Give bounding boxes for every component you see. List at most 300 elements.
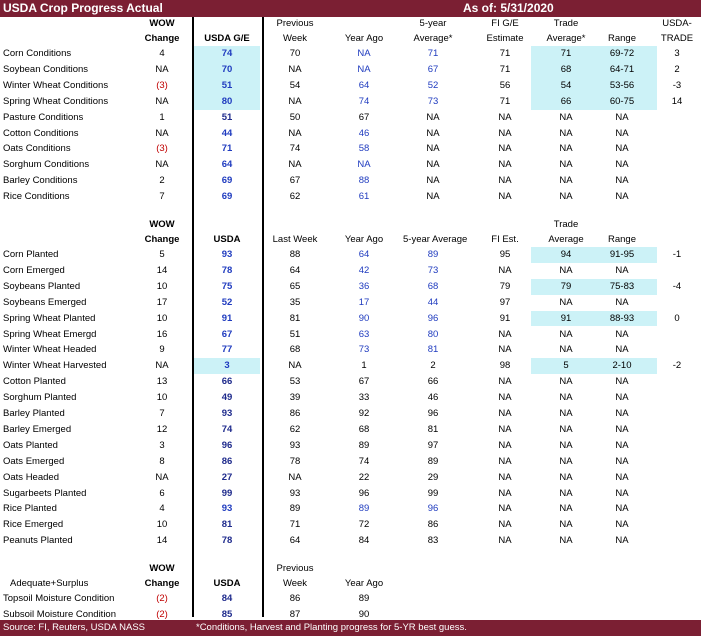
cell-fi: 95	[499, 249, 511, 260]
usda-column-right-border	[262, 17, 264, 617]
cell-prev: 67	[289, 175, 301, 187]
cell-fi: NA	[498, 111, 512, 123]
cell-fi: 91	[499, 312, 511, 324]
cell-yago: 67	[358, 376, 370, 388]
cell-yago: 67	[358, 111, 370, 123]
cell-fi: 71	[499, 63, 511, 75]
cell-yago: 64	[358, 249, 370, 260]
row-label: Cotton Planted	[3, 376, 66, 388]
cell-trade: 54	[560, 79, 572, 91]
cell-yago: 89	[358, 593, 370, 604]
cell-ut	[647, 502, 701, 516]
section1-header-ut-line1: USDA-	[662, 18, 692, 29]
cell-range: NA	[615, 296, 629, 308]
cell-usda: 99	[221, 487, 233, 499]
cell-prev: NA	[288, 159, 302, 171]
section2-header-yago-line1	[334, 218, 394, 232]
cell-yago: 61	[358, 191, 370, 203]
cell-range: NA	[615, 111, 629, 123]
cell-yago: 68	[358, 423, 370, 435]
cell-usda: 96	[221, 439, 233, 451]
cell-avg: NA	[426, 111, 440, 123]
cell-ut: -3	[672, 79, 682, 91]
cell-wow: 14	[156, 264, 168, 276]
cell-trade: NA	[559, 191, 573, 203]
cell-wow: (2)	[156, 608, 168, 620]
cell-prev: 70	[289, 48, 301, 59]
cell-ut: 3	[674, 48, 680, 59]
section3-header-yago-line2: Year Ago	[344, 578, 384, 589]
cell-prev: 81	[289, 312, 301, 324]
cell-fi: 98	[499, 360, 511, 372]
cell-range: NA	[615, 175, 629, 187]
cell-prev: 51	[289, 328, 301, 340]
section1-header-range-line1	[592, 17, 652, 31]
cell-usda: 44	[221, 127, 233, 139]
cell-wow: 7	[159, 191, 165, 203]
section1-header-prev-line1: Previous	[276, 18, 314, 29]
section3-header-wow-line1: WOW	[149, 563, 175, 574]
section2-header-trade-line1: Trade	[553, 219, 579, 230]
cell-prev: 86	[289, 408, 301, 419]
section1-header-range-line2: Range	[608, 33, 636, 44]
cell-wow: 1	[159, 111, 165, 123]
section2-header-usda-line1	[197, 218, 257, 232]
cell-yago: 89	[358, 503, 370, 515]
cell-yago: 74	[358, 455, 370, 467]
cell-prev: 68	[289, 344, 301, 356]
cell-avg: 2	[430, 360, 436, 372]
cell-fi: NA	[498, 471, 512, 483]
cell-wow: NA	[155, 360, 169, 372]
cell-trade: NA	[559, 471, 573, 483]
cell-ut	[647, 487, 701, 501]
cell-fi: NA	[498, 535, 512, 547]
cell-yago: NA	[357, 63, 371, 75]
cell-avg: 46	[427, 392, 439, 404]
cell-avg: 89	[427, 455, 439, 467]
cell-trade: NA	[559, 408, 573, 419]
cell-avg: 86	[427, 519, 439, 531]
cell-prev: 64	[289, 535, 301, 547]
section1-header-ut-line2: TRADE	[660, 33, 694, 44]
cell-avg: 83	[427, 535, 439, 547]
row-label: Peanuts Planted	[3, 535, 73, 547]
row-label: Corn Conditions	[3, 48, 72, 59]
cell-wow: 5	[159, 249, 165, 260]
cell-avg: NA	[426, 127, 440, 139]
cell-trade: NA	[559, 503, 573, 515]
row-label: Rice Conditions	[3, 191, 70, 203]
cell-yago: 96	[358, 487, 370, 499]
cell-range: NA	[615, 264, 629, 276]
cell-prev: 54	[289, 79, 301, 91]
cell-wow: 2	[159, 175, 165, 187]
cell-ut: -4	[672, 280, 682, 292]
cell-avg: 81	[427, 423, 439, 435]
section1-header-avg-line1: 5-year	[419, 18, 447, 29]
cell-fi: 71	[499, 95, 511, 107]
cell-wow: (2)	[156, 593, 168, 604]
row-label: Barley Emerged	[3, 423, 72, 435]
section2-header-range-line2: Range	[608, 234, 636, 245]
cell-fi: NA	[498, 159, 512, 171]
cell-prev: NA	[288, 95, 302, 107]
cell-prev: 86	[289, 593, 301, 604]
cell-wow: 14	[156, 535, 168, 547]
cell-avg: NA	[426, 143, 440, 155]
cell-fi: 71	[499, 48, 511, 59]
cell-trade: NA	[559, 328, 573, 340]
section3-header-usda-line2: USDA	[213, 578, 241, 589]
cell-trade: NA	[559, 111, 573, 123]
row-label: Sorghum Planted	[3, 392, 77, 404]
cell-usda: 52	[221, 296, 233, 308]
row-label: Cotton Conditions	[3, 127, 79, 139]
cell-prev: 50	[289, 111, 301, 123]
row-label: Rice Emerged	[3, 519, 64, 531]
cell-wow: 8	[159, 455, 165, 467]
cell-yago: 88	[358, 175, 370, 187]
cell-range: NA	[615, 471, 629, 483]
cell-ut: 0	[674, 312, 680, 324]
cell-usda: 93	[221, 408, 233, 419]
cell-yago: 73	[358, 344, 370, 356]
cell-range: NA	[615, 408, 629, 419]
cell-usda: 77	[221, 344, 233, 356]
cell-wow: 4	[159, 48, 165, 59]
cell-range: NA	[615, 159, 629, 171]
section1-header-yago-line1	[334, 17, 394, 31]
cell-usda: 66	[221, 376, 233, 388]
cell-prev: 39	[289, 392, 301, 404]
cell-wow: 16	[156, 328, 168, 340]
cell-ut	[647, 190, 701, 204]
section3-header-yago-line1	[334, 562, 394, 576]
cell-usda: 80	[221, 95, 233, 107]
cell-usda: 93	[221, 503, 233, 515]
cell-yago: 63	[358, 328, 370, 340]
cell-range: NA	[615, 328, 629, 340]
cell-prev: 62	[289, 191, 301, 203]
footer-banner	[0, 620, 701, 636]
cell-ut	[647, 142, 701, 156]
cell-prev: NA	[288, 360, 302, 372]
row-label: Winter Wheat Harvested	[3, 360, 107, 372]
cell-range: NA	[615, 191, 629, 203]
cell-usda: 51	[221, 79, 233, 91]
cell-fi: NA	[498, 455, 512, 467]
footer-note: *Conditions, Harvest and Planting progress for 5-YR best guess.	[196, 622, 467, 633]
section1-header-trade-line2: Average*	[546, 33, 586, 44]
cell-fi: NA	[498, 503, 512, 515]
cell-trade: NA	[559, 392, 573, 404]
cell-avg: 81	[427, 344, 439, 356]
cell-usda: 74	[221, 423, 233, 435]
cell-range: 64-71	[609, 63, 635, 75]
cell-prev: 93	[289, 439, 301, 451]
section2-header-wow-line2: Change	[144, 234, 180, 245]
cell-ut	[647, 518, 701, 532]
cell-avg: 96	[427, 312, 439, 324]
cell-range: NA	[615, 423, 629, 435]
section2-header-prev-line1	[265, 218, 325, 232]
cell-fi: NA	[498, 408, 512, 419]
cell-wow: (3)	[156, 79, 168, 91]
cell-yago: 84	[358, 535, 370, 547]
cell-avg: 89	[427, 249, 439, 260]
section3-group-label: Adequate+Surplus	[10, 578, 89, 589]
cell-wow: (3)	[156, 143, 168, 155]
cell-range: NA	[615, 143, 629, 155]
cell-prev: NA	[288, 471, 302, 483]
section3-header-prev-line2: Week	[282, 578, 308, 589]
cell-usda: 91	[221, 312, 233, 324]
cell-prev: 78	[289, 455, 301, 467]
cell-trade: 5	[563, 360, 569, 372]
cell-yago: 74	[358, 95, 370, 107]
row-label: Spring Wheat Conditions	[3, 95, 109, 107]
cell-wow: 12	[156, 423, 168, 435]
cell-trade: NA	[559, 143, 573, 155]
cell-trade: NA	[559, 519, 573, 531]
cell-avg: 97	[427, 439, 439, 451]
cell-wow: NA	[155, 63, 169, 75]
cell-usda: 71	[221, 143, 233, 155]
cell-ut: 14	[671, 95, 683, 107]
cell-trade: 66	[560, 95, 572, 107]
cell-prev: 74	[289, 143, 301, 155]
cell-fi: NA	[498, 423, 512, 435]
cell-prev: 89	[289, 503, 301, 515]
cell-fi: 97	[499, 296, 511, 308]
cell-ut	[647, 534, 701, 548]
cell-range: NA	[615, 503, 629, 515]
cell-yago: 92	[358, 408, 370, 419]
cell-ut	[647, 328, 701, 342]
cell-trade: NA	[559, 439, 573, 451]
cell-wow: 3	[159, 439, 165, 451]
footer-source: Source: FI, Reuters, USDA NASS	[3, 622, 146, 633]
cell-avg: NA	[426, 191, 440, 203]
cell-avg: 73	[427, 264, 439, 276]
cell-usda: 3	[224, 360, 230, 372]
cell-prev: 64	[289, 264, 301, 276]
cell-ut	[647, 174, 701, 188]
cell-wow: NA	[155, 159, 169, 171]
cell-prev: 71	[289, 519, 301, 531]
cell-yago: 90	[358, 312, 370, 324]
cell-ut	[647, 391, 701, 405]
cell-ut	[647, 264, 701, 278]
cell-avg: 68	[427, 280, 439, 292]
section1-header-prev-line2: Week	[282, 33, 308, 44]
section2-header-prev-line2: Last Week	[272, 234, 318, 245]
cell-trade: 68	[560, 63, 572, 75]
cell-prev: 87	[289, 608, 301, 620]
row-label: Spring Wheat Emergd	[3, 328, 97, 340]
cell-yago: 42	[358, 264, 370, 276]
section2-header-avg-line2: 5-year Average	[403, 234, 468, 245]
cell-trade: NA	[559, 535, 573, 547]
cell-usda: 74	[221, 48, 233, 59]
cell-ut	[647, 343, 701, 357]
cell-fi: NA	[498, 191, 512, 203]
cell-wow: 10	[156, 392, 168, 404]
cell-usda: 69	[221, 191, 233, 203]
section3-header-wow-line2: Change	[144, 578, 180, 589]
cell-trade: NA	[559, 264, 573, 276]
section1-header-wow-line1: WOW	[149, 18, 175, 29]
cell-trade: 71	[560, 48, 572, 59]
cell-yago: 1	[361, 360, 367, 372]
cell-wow: 9	[159, 344, 165, 356]
row-label: Corn Planted	[3, 249, 59, 260]
cell-range: 2-10	[612, 360, 632, 372]
cell-range: NA	[615, 487, 629, 499]
cell-range: NA	[615, 535, 629, 547]
cell-fi: NA	[498, 264, 512, 276]
cell-yago: 89	[358, 439, 370, 451]
cell-prev: 88	[289, 249, 301, 260]
cell-ut	[647, 439, 701, 453]
cell-range: 75-83	[609, 280, 635, 292]
title-banner	[0, 0, 701, 17]
cell-usda: 27	[221, 471, 233, 483]
section3-header-prev-line1: Previous	[276, 563, 314, 574]
row-label: Sorghum Conditions	[3, 159, 90, 171]
cell-prev: 35	[289, 296, 301, 308]
cell-yago: 46	[358, 127, 370, 139]
section1-header-usda-line1	[197, 17, 257, 31]
cell-ut: -1	[672, 249, 682, 260]
row-label: Soybeans Planted	[3, 280, 81, 292]
cell-avg: 71	[427, 48, 439, 59]
cell-fi: NA	[498, 392, 512, 404]
cell-avg: 80	[427, 328, 439, 340]
section2-header-ut-line2	[647, 233, 701, 247]
cell-yago: 17	[358, 296, 370, 308]
section2-header-fi-line1	[475, 218, 535, 232]
cell-yago: 58	[358, 143, 370, 155]
cell-prev: 62	[289, 423, 301, 435]
cell-ut	[647, 111, 701, 125]
cell-trade: NA	[559, 423, 573, 435]
cell-usda: 78	[221, 535, 233, 547]
cell-fi: NA	[498, 175, 512, 187]
cell-range: 69-72	[609, 48, 635, 59]
cell-avg: 67	[427, 63, 439, 75]
section1-header-usda-line2: USDA G/E	[204, 33, 250, 44]
cell-range: NA	[615, 344, 629, 356]
row-label: Soybeans Emerged	[3, 296, 87, 308]
cell-range: 91-95	[609, 249, 635, 260]
cell-ut	[647, 455, 701, 469]
row-label: Spring Wheat Planted	[3, 312, 96, 324]
cell-range: NA	[615, 127, 629, 139]
cell-trade: NA	[559, 159, 573, 171]
cell-ut	[647, 375, 701, 389]
cell-wow: 7	[159, 408, 165, 419]
cell-usda: 75	[221, 280, 233, 292]
cell-range: 88-93	[609, 312, 635, 324]
cell-usda: 78	[221, 264, 233, 276]
row-label: Oats Planted	[3, 439, 58, 451]
cell-prev: 93	[289, 487, 301, 499]
cell-avg: NA	[426, 175, 440, 187]
section2-header-fi-line2: FI Est.	[491, 234, 519, 245]
row-label: Barley Planted	[3, 408, 65, 419]
as-of-date: As of: 5/31/2020	[463, 1, 554, 15]
section2-header-trade-line2: Average	[548, 234, 584, 245]
cell-wow: 4	[159, 503, 165, 515]
cell-prev: NA	[288, 63, 302, 75]
cell-range: NA	[615, 392, 629, 404]
section3-header-usda-line1	[197, 562, 257, 576]
row-label: Topsoil Moisture Condition	[3, 593, 115, 604]
cell-avg: 73	[427, 95, 439, 107]
cell-avg: 96	[427, 503, 439, 515]
section1-header-wow-line2: Change	[144, 33, 180, 44]
cell-usda: 81	[221, 519, 233, 531]
cell-trade: NA	[559, 487, 573, 499]
cell-usda: 93	[221, 249, 233, 260]
cell-wow: 13	[156, 376, 168, 388]
cell-ut: 2	[674, 63, 680, 75]
sheet-title: USDA Crop Progress Actual	[3, 1, 163, 15]
cell-avg: 29	[427, 471, 439, 483]
cell-fi: 56	[499, 79, 511, 91]
cell-fi: NA	[498, 127, 512, 139]
cell-usda: 51	[221, 111, 233, 123]
cell-usda: 84	[221, 593, 233, 604]
cell-trade: NA	[559, 455, 573, 467]
row-label: Corn Emerged	[3, 264, 65, 276]
section1-header-avg-line2: Average*	[413, 33, 453, 44]
cell-usda: 86	[221, 455, 233, 467]
cell-trade: NA	[559, 127, 573, 139]
cell-range: NA	[615, 519, 629, 531]
row-label: Barley Conditions	[3, 175, 78, 187]
cell-fi: NA	[498, 328, 512, 340]
cell-usda: 49	[221, 392, 233, 404]
cell-wow: NA	[155, 95, 169, 107]
section1-header-fi-line2: Estimate	[486, 33, 524, 44]
cell-wow: 17	[156, 296, 168, 308]
section2-header-wow-line1: WOW	[149, 219, 175, 230]
row-label: Winter Wheat Conditions	[3, 79, 109, 91]
cell-usda: 67	[221, 328, 233, 340]
cell-trade: NA	[559, 376, 573, 388]
cell-trade: NA	[559, 344, 573, 356]
cell-yago: 22	[358, 471, 370, 483]
cell-ut	[647, 296, 701, 310]
cell-wow: 10	[156, 519, 168, 531]
cell-range: NA	[615, 455, 629, 467]
row-label: Oats Headed	[3, 471, 59, 483]
section1-header-fi-line1: FI G/E	[491, 18, 519, 29]
row-label: Winter Wheat Headed	[3, 344, 97, 356]
row-label: Oats Conditions	[3, 143, 71, 155]
cell-fi: NA	[498, 344, 512, 356]
cell-yago: 33	[358, 392, 370, 404]
cell-yago: 90	[358, 608, 370, 620]
cell-ut	[647, 127, 701, 141]
cell-trade: NA	[559, 296, 573, 308]
cell-avg: 99	[427, 487, 439, 499]
cell-usda: 69	[221, 175, 233, 187]
cell-avg: 66	[427, 376, 439, 388]
